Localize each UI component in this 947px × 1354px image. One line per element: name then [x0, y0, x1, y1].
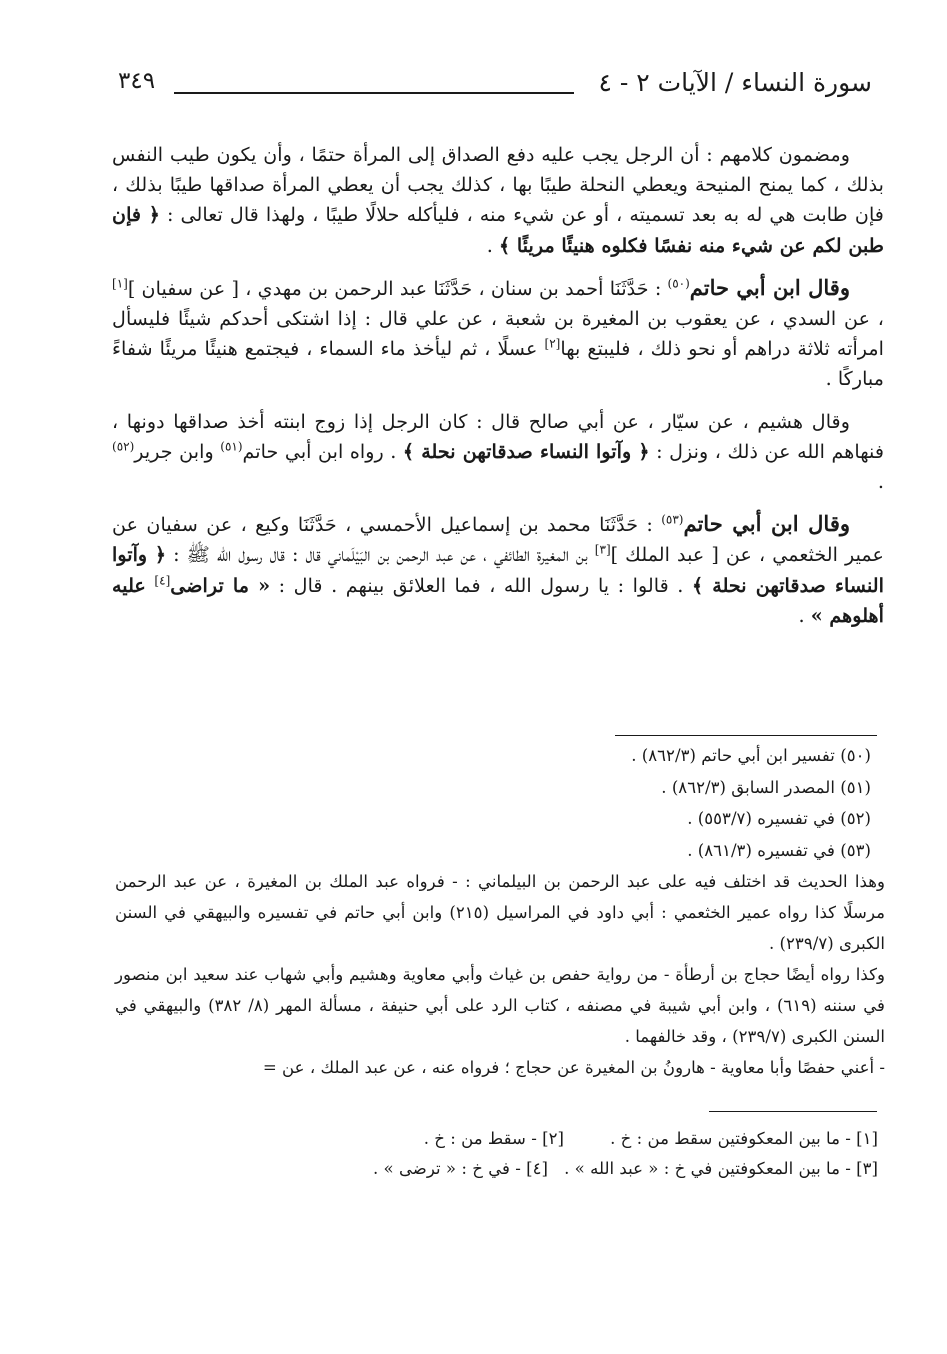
- variant-note-1: [١] - ما بين المعكوفتين سقط من : خ .: [610, 1129, 878, 1148]
- footnote-ref-53[interactable]: (٥٣): [661, 512, 684, 527]
- variant-ref-1[interactable]: [١]: [112, 276, 128, 291]
- variant-ref-4[interactable]: [٤]: [154, 573, 171, 588]
- footnote-ref-52[interactable]: (٥٢): [112, 439, 135, 454]
- variant-note-4: [٤] - في خ : « ترضى » .: [372, 1159, 548, 1178]
- hadith-quote: « ما تراضى: [170, 573, 271, 597]
- paragraph-1-end: .: [486, 233, 493, 257]
- quran-quote: ﴿ وآتوا النساء صدقاتهن نحلة ﴾: [112, 543, 884, 597]
- footnote-separator: [615, 735, 877, 736]
- paragraph-4-part2: بن المغيرة الطائفي ، عن عبد الرحمن بن البَيْلَماني قال : قال رسول الله ﷺ :: [173, 543, 588, 567]
- variant-ref-3[interactable]: [٣]: [594, 543, 611, 558]
- variants-row: [250, 1124, 878, 1154]
- footnote-50: (٥٠) تفسير ابن أبي حاتم (٨٦٢/٣) .: [631, 746, 871, 765]
- footnotes: [115, 740, 885, 1083]
- paragraph-2-part1: : حَدَّثَنَا أحمد بن سنان ، حَدَّثَنَا عبد الرحمن بن مهدي ، [ عن سفيان ]: [127, 276, 662, 300]
- footnote-commentary: وهذا الحديث قد اختلف فيه على عبد الرحمن بن البيلماني : - فرواه عبد الملك بن المغيرة ، عن عبد الرحمن مرسلًا كذا رواه عمير الخثعمي : أبي داود في المراسيل (٢١٥) وابن أبي حاتم في تفسيره والبيهقي في السنن الكبرى (٢٣٩/٧) .: [115, 872, 885, 953]
- variant-note-3: [٣] - ما بين المعكوفتين في خ : « عبد الله » .: [564, 1159, 878, 1178]
- quran-quote: ﴿ فإن طبن لكم عن شيء منه نفسًا فكلوه هنيئًا مريئًا ﴾: [112, 203, 884, 257]
- footnote-53: (٥٣) في تفسيره (٨٦١/٣) .: [687, 840, 871, 860]
- main-text: [112, 140, 884, 643]
- paragraph-4: [112, 509, 884, 631]
- paragraph-3-part1: وقال هشيم ، عن سيّار ، عن أبي صالح قال : كان الرجل إذا زوج ابنته أخذ صداقها دونها ، فنهاهم الله عن ذلك ، ونزل :: [112, 409, 884, 463]
- narration-lead: وقال ابن أبي حاتم: [683, 511, 850, 537]
- header-rule: [174, 92, 574, 94]
- footnote-commentary: وكذا رواه أيضًا حجاج بن أرطأة - من رواية حفص بن غياث وأبي معاوية وهشيم وأبي شهاب عند سعيد ابن منصور في سننه (٦١٩) ، وابن أبي شيبة في مصنفه ، كتاب الرد على أبي حنيفة ، مسألة المهر (٨/ ٣٨٢) والبيهقي في السنن الكبرى (٢٣٩/٧) ، وقد خالفهما .: [115, 965, 885, 1046]
- paragraph-4-end: .: [798, 603, 805, 627]
- variants-row: [250, 1154, 878, 1184]
- footnote-ref-50[interactable]: (٥٠): [667, 276, 690, 291]
- paragraph-4-part3: . قالوا : يا رسول الله ، فما العلائق بينهم . قال :: [278, 573, 684, 597]
- running-header: [112, 66, 872, 106]
- paragraph-3-end: .: [877, 470, 884, 494]
- paragraph-3-part3: وابن جرير: [134, 439, 214, 463]
- manuscript-variants: [250, 1124, 878, 1184]
- paragraph-1-text: ومضمون كلامهم : أن الرجل يجب عليه دفع الصداق إلى المرأة حتمًا ، وأن يكون طيب النفس بذلك ، كما يمنح المنيحة ويعطي النحلة طيبًا بها ، كذلك يجب أن يعطي المرأة صداقها طيبًا بذلك ، فإن طابت هي له به بعد تسميته ، أو عن شيء منه ، فليأكله حلالًا طيبًا ، ولهذا قال تعالى :: [112, 143, 884, 227]
- footnote-ref-51[interactable]: (٥١): [220, 439, 243, 454]
- paragraph-3-part2: . رواه ابن أبي حاتم: [242, 439, 397, 463]
- paragraph-3: [112, 407, 884, 498]
- footnote-52: (٥٢) في تفسيره (٥٥٣/٧) .: [687, 809, 871, 828]
- variant-ref-2[interactable]: [٢]: [544, 336, 561, 351]
- variant-note-2: [٢] - سقط من : خ .: [423, 1129, 564, 1148]
- paragraph-4-part1: : حَدَّثَنَا محمد بن إسماعيل الأحمسي ، حَدَّثَنَا وكيع ، عن سفيان عن عمير الخثعمي ، عن [ عبد الملك ]: [112, 513, 884, 567]
- paragraph-1: [112, 140, 884, 261]
- page-number: ٣٤٩: [118, 68, 156, 94]
- paragraph-2-part2: ، عن السدي ، عن يعقوب بن المغيرة بن شعبة ، عن علي قال : إذا اشتكى أحدكم شيئًا فليسأل امرأته ثلاثة دراهم أو نحو ذلك ، فليبتع بها: [112, 307, 884, 361]
- footnote-51: (٥١) المصدر السابق (٨٦٢/٣) .: [661, 777, 871, 797]
- hadith-quote-end: عليه أهلوهم »: [112, 573, 884, 627]
- quran-quote: ﴿ وآتوا النساء صدقاتهن نحلة ﴾: [402, 439, 650, 463]
- paragraph-2: [112, 273, 884, 395]
- paragraph-2-part3: عسلًا ، ثم ليأخذ ماء السماء ، فيجتمع هنيئًا مريئًا شفاءً مباركًا .: [112, 337, 884, 391]
- narration-lead: وقال ابن أبي حاتم: [689, 274, 850, 300]
- footnote-commentary: - أعني حفصًا وأبا معاوية - هارونُ بن المغيرة عن حجاج ؛ فرواه عنه ، عن عبد الملك ، عن =: [262, 1058, 885, 1077]
- variants-separator: [709, 1111, 877, 1112]
- surah-title: سورة النساء / الآيات ٢ - ٤: [598, 68, 872, 97]
